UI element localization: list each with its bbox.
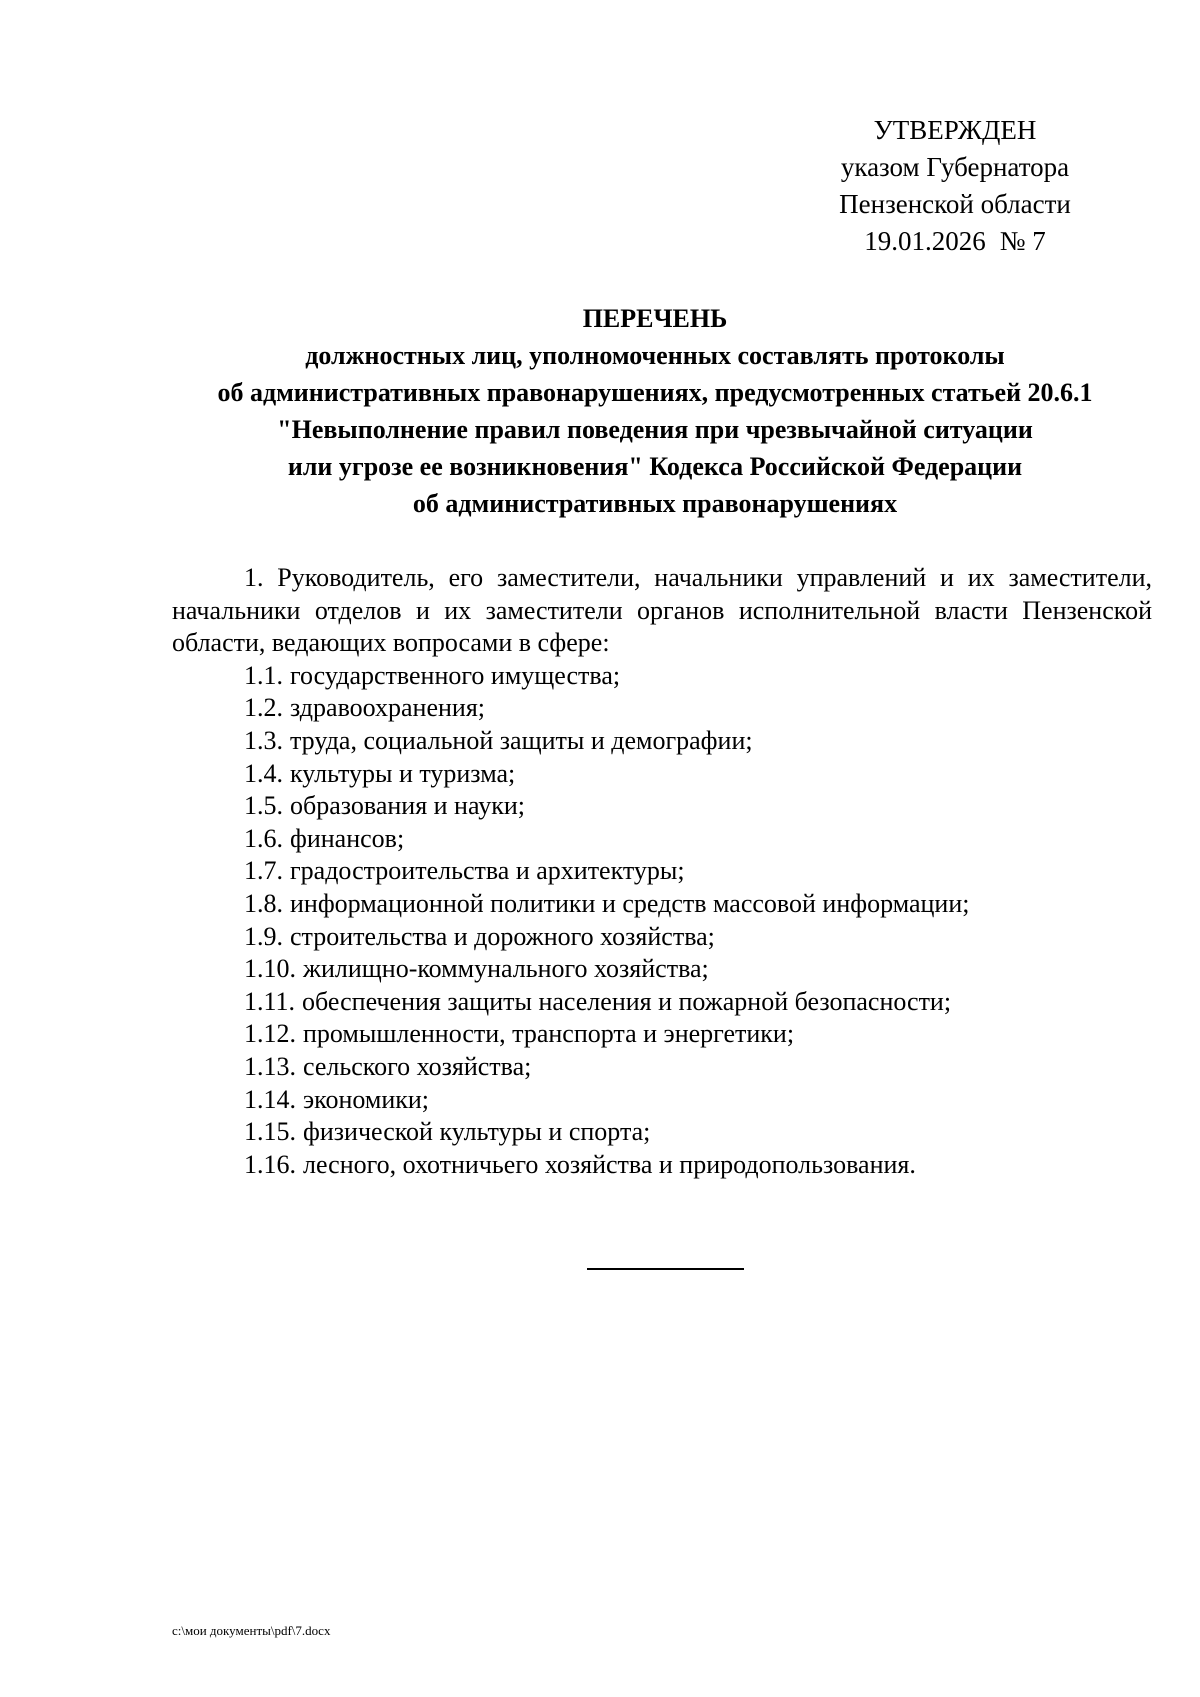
item-text: лесного, охотничьего хозяйства и природопользования. (303, 1149, 916, 1179)
footer-file-path: c:\мои документы\pdf\7.docx (172, 1623, 331, 1638)
item-number: 1.7. (244, 856, 283, 886)
list-item (244, 1084, 1152, 1117)
list-item (244, 692, 1152, 725)
list-item (244, 953, 1152, 986)
intro-paragraph: 1. Руководитель, его заместители, начальники управлений и их заместители, начальники отделов и их заместители органов исполнительной власти Пензенской области, ведающих вопросами в сфере: (172, 563, 1152, 658)
item-text: градостроительства и архитектуры; (290, 856, 685, 886)
item-text: строительства и дорожного хозяйства; (290, 921, 715, 951)
title-heading: ПЕРЕЧЕНЬ (582, 304, 728, 333)
item-text: финансов; (290, 823, 405, 853)
list-item (244, 921, 1152, 954)
item-number: 1.8. (244, 888, 283, 918)
item-text: здравоохранения; (290, 693, 486, 723)
item-list (172, 660, 1152, 1182)
item-number: 1.1. (244, 660, 283, 690)
item-text: жилищно-коммунального хозяйства; (303, 954, 709, 984)
item-number: 1.2. (244, 693, 283, 723)
item-number: 1.12. (244, 1019, 296, 1049)
item-number: 1.13. (244, 1051, 296, 1081)
list-item (244, 790, 1152, 823)
item-text: государственного имущества; (290, 660, 621, 690)
item-number: 1.6. (244, 823, 283, 853)
title-line: об административных правонарушениях, предусмотренных статьей 20.6.1 (217, 378, 1093, 407)
item-text: труда, социальной защиты и демографии; (290, 725, 753, 755)
title-line: или угрозе ее возникновения" Кодекса Российской Федерации (287, 452, 1023, 481)
document-body (172, 562, 1152, 1181)
title-line: об административных правонарушениях (412, 489, 898, 518)
item-number: 1.16. (244, 1149, 296, 1179)
item-number: 1.9. (244, 921, 283, 951)
item-number: 1.4. (244, 758, 283, 788)
item-number: 1.15. (244, 1117, 296, 1147)
title-line: должностных лиц, уполномоченных составлять протоколы (305, 341, 1005, 370)
approval-line-region: Пензенской области (839, 189, 1071, 219)
approval-number: № 7 (999, 226, 1046, 256)
list-item (244, 823, 1152, 856)
item-text: физической культуры и спорта; (303, 1117, 651, 1147)
item-text: экономики; (303, 1084, 430, 1114)
item-text: сельского хозяйства; (303, 1051, 532, 1081)
list-item (244, 1018, 1152, 1051)
item-text: обеспечения защиты населения и пожарной безопасности; (302, 986, 952, 1016)
list-item (244, 725, 1152, 758)
item-text: промышленности, транспорта и энергетики; (303, 1019, 795, 1049)
item-number: 1.11. (244, 986, 296, 1016)
item-number: 1.5. (244, 791, 283, 821)
list-item (244, 888, 1152, 921)
item-number: 1.14. (244, 1084, 296, 1114)
list-item (244, 758, 1152, 791)
list-item (244, 986, 1152, 1019)
list-item (244, 660, 1152, 693)
item-number: 1.3. (244, 725, 283, 755)
list-item (244, 1149, 1152, 1182)
item-number: 1.10. (244, 954, 296, 984)
end-separator-line (587, 1268, 744, 1270)
approval-stamp (820, 112, 1090, 260)
title-line: "Невыполнение правил поведения при чрезвычайной ситуации (277, 415, 1033, 444)
item-text: культуры и туризма; (290, 758, 516, 788)
approval-line-decree: указом Губернатора (840, 152, 1070, 182)
item-text: образования и науки; (290, 791, 525, 821)
approval-date: 19.01.2026 (864, 226, 986, 256)
approval-line-approved: УТВЕРЖДЕН (873, 115, 1037, 145)
list-item (244, 1051, 1152, 1084)
list-item (244, 1116, 1152, 1149)
item-text: информационной политики и средств массовой информации; (290, 888, 970, 918)
document-title (150, 300, 1160, 522)
approval-date-line (820, 223, 1090, 260)
list-item (244, 855, 1152, 888)
